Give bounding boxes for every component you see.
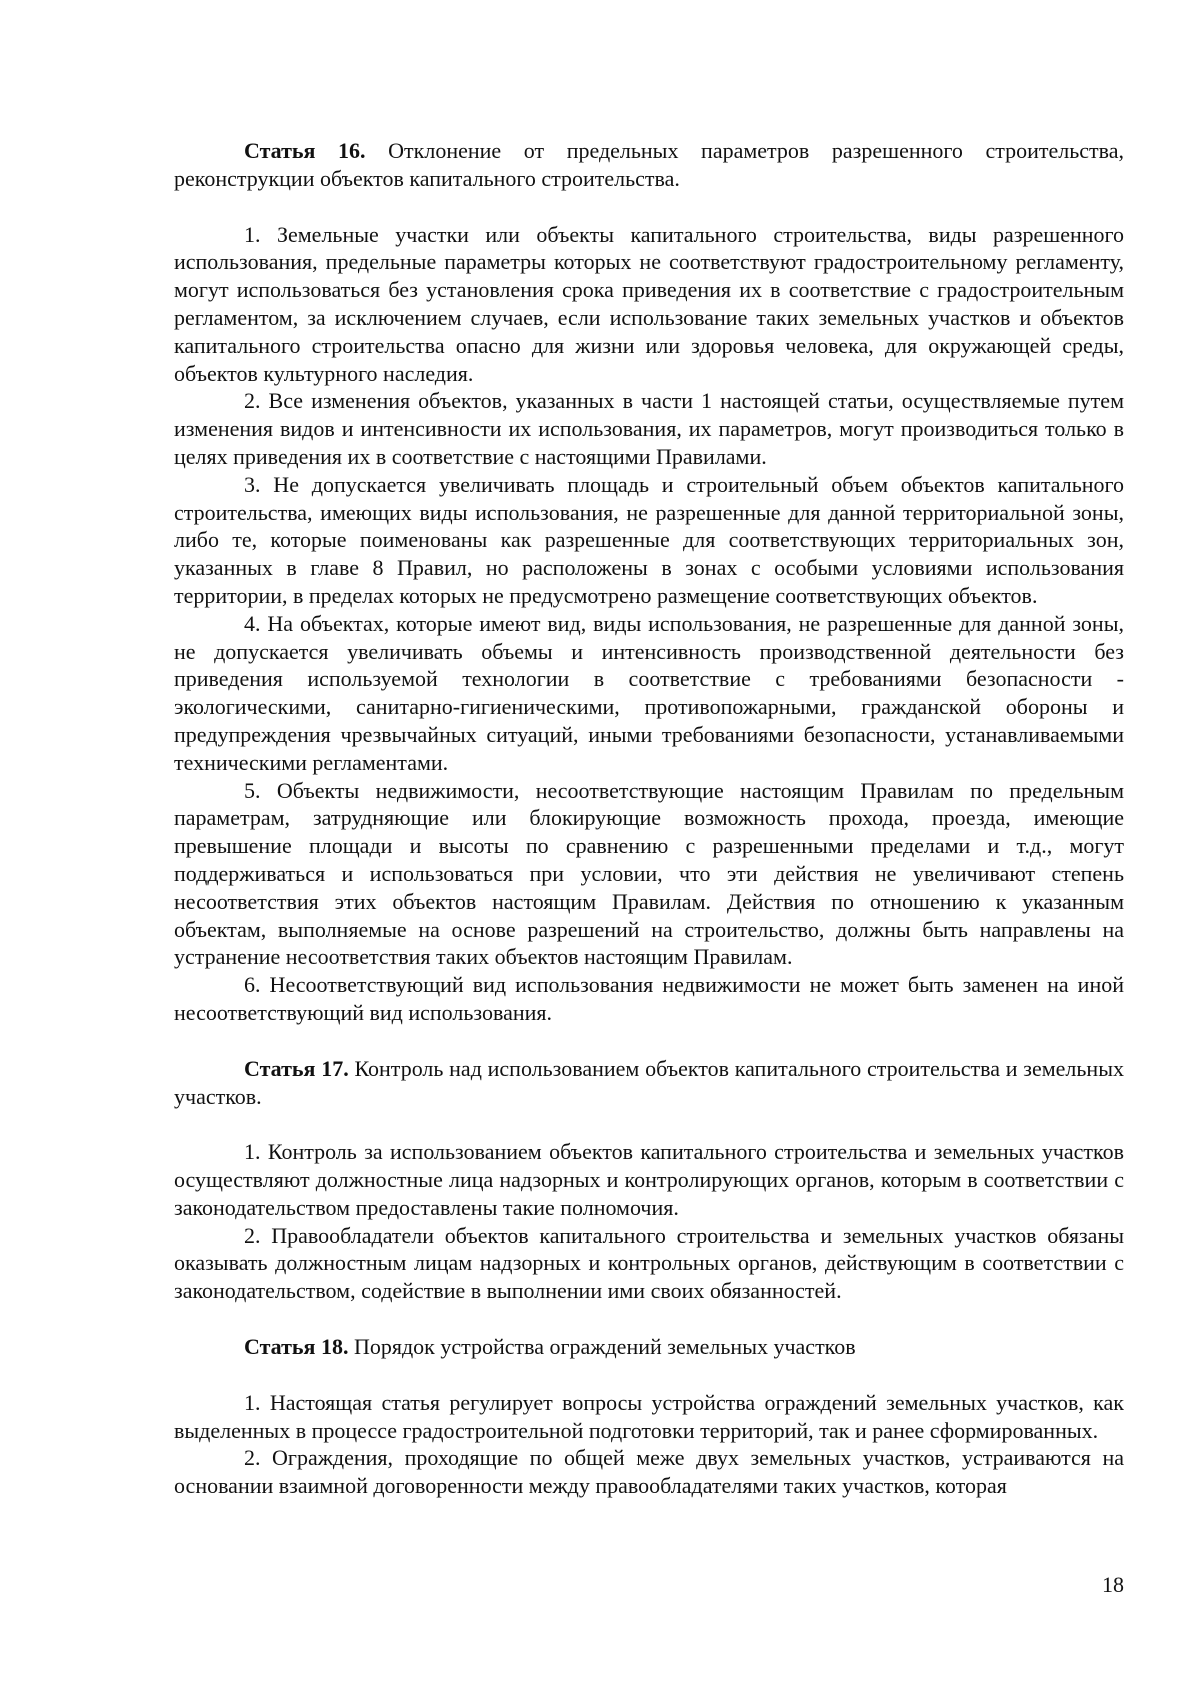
article-number: Статья 18.	[244, 1334, 349, 1360]
paragraph: 2. Правообладатели объектов капитального строительства и земельных участков обязаны оказывать должностным лицам надзорных и контрольных органов, действующим в соответствии с законодательством, содействие в выполнении ими своих обязанностей.	[174, 1222, 1124, 1304]
article-number: Статья 17.	[244, 1055, 349, 1081]
paragraph: 2. Ограждения, проходящие по общей меже двух земельных участков, устраиваются на основании взаимной договоренности между правообладателями таких участков, которая	[174, 1445, 1124, 1499]
article-17	[174, 1055, 1124, 1305]
document-body	[174, 137, 1124, 1500]
spacer	[174, 1027, 1124, 1055]
article-heading	[174, 1055, 1124, 1111]
paragraph: 3. Не допускается увеличивать площадь и строительный объем объектов капитального строительства, имеющих виды использования, не разрешенные для данной территориальной зоны, либо те, которые поименованы как разрешенные для соответствующих территориальных зон, указанных в главе 8 Правил, но расположены в зонах с особыми условиями использования территории, в пределах которых не предусмотрено размещение соответствующих объектов.	[174, 471, 1124, 608]
article-number: Статья 16.	[244, 138, 366, 163]
spacer	[174, 1361, 1124, 1389]
article-heading	[174, 1333, 1124, 1361]
article-18	[174, 1333, 1124, 1500]
article-title: Порядок устройства ограждений земельных участков	[353, 1334, 856, 1360]
article-title: Контроль над использованием объектов капитального строительства и земельных участков.	[174, 1055, 1124, 1109]
spacer	[174, 1110, 1124, 1138]
article-16	[174, 137, 1124, 1027]
article-title: Отклонение от предельных параметров разрешенного строительства, реконструкции объектов капитального строительства.	[174, 138, 1125, 191]
paragraph: 1. Настоящая статья регулирует вопросы устройства ограждений земельных участков, как выделенных в процессе градостроительной подготовки территорий, так и ранее сформированных.	[174, 1389, 1124, 1443]
spacer	[174, 193, 1124, 221]
article-heading	[174, 137, 1124, 193]
spacer	[174, 1305, 1124, 1333]
paragraph: 4. На объектах, которые имеют вид, виды использования, не разрешенные для данной зоны, не допускается увеличивать объемы и интенсивность производственной деятельности без приведения используемой технологии в соответствие с требованиями безопасности - экологическими, санитарно-гигиеническими, противопожарными, гражданской обороны и предупреждения чрезвычайных ситуаций, иными требованиями безопасности, устанавливаемыми техническими регламентами.	[174, 610, 1124, 775]
paragraph: 2. Все изменения объектов, указанных в части 1 настоящей статьи, осуществляемые путем изменения видов и интенсивности их использования, их параметров, могут производиться только в целях приведения их в соответствие с настоящими Правилами.	[174, 388, 1124, 469]
paragraph: 5. Объекты недвижимости, несоответствующие настоящим Правилам по предельным параметрам, затрудняющие или блокирующие возможность прохода, проезда, имеющие превышение площади и высоты по сравнению с разрешенными пределами и т.д., могут поддерживаться и использоваться при условии, что эти действия не увеличивают степень несоответствия этих объектов настоящим Правилам. Действия по отношению к указанным объектам, выполняемые на основе разрешений на строительство, должны быть направлены на устранение несоответствия таких объектов настоящим Правилам.	[174, 777, 1124, 970]
paragraph: 1. Контроль за использованием объектов капитального строительства и земельных участков осуществляют должностные лица надзорных и контролирующих органов, которым в соответствии с законодательством предоставлены такие полномочия.	[174, 1139, 1124, 1220]
paragraph: 1. Земельные участки или объекты капитального строительства, виды разрешенного использования, предельные параметры которых не соответствуют градостроительному регламенту, могут использоваться без установления срока приведения их в соответствие с градостроительным регламентом, за исключением случаев, если использование таких земельных участков и объектов капитального строительства опасно для жизни или здоровья человека, для окружающей среды, объектов культурного наследия.	[174, 221, 1124, 386]
paragraph: 6. Несоответствующий вид использования недвижимости не может быть заменен на иной несоответствующий вид использования.	[174, 972, 1124, 1025]
page-number: 18	[1102, 1572, 1124, 1597]
